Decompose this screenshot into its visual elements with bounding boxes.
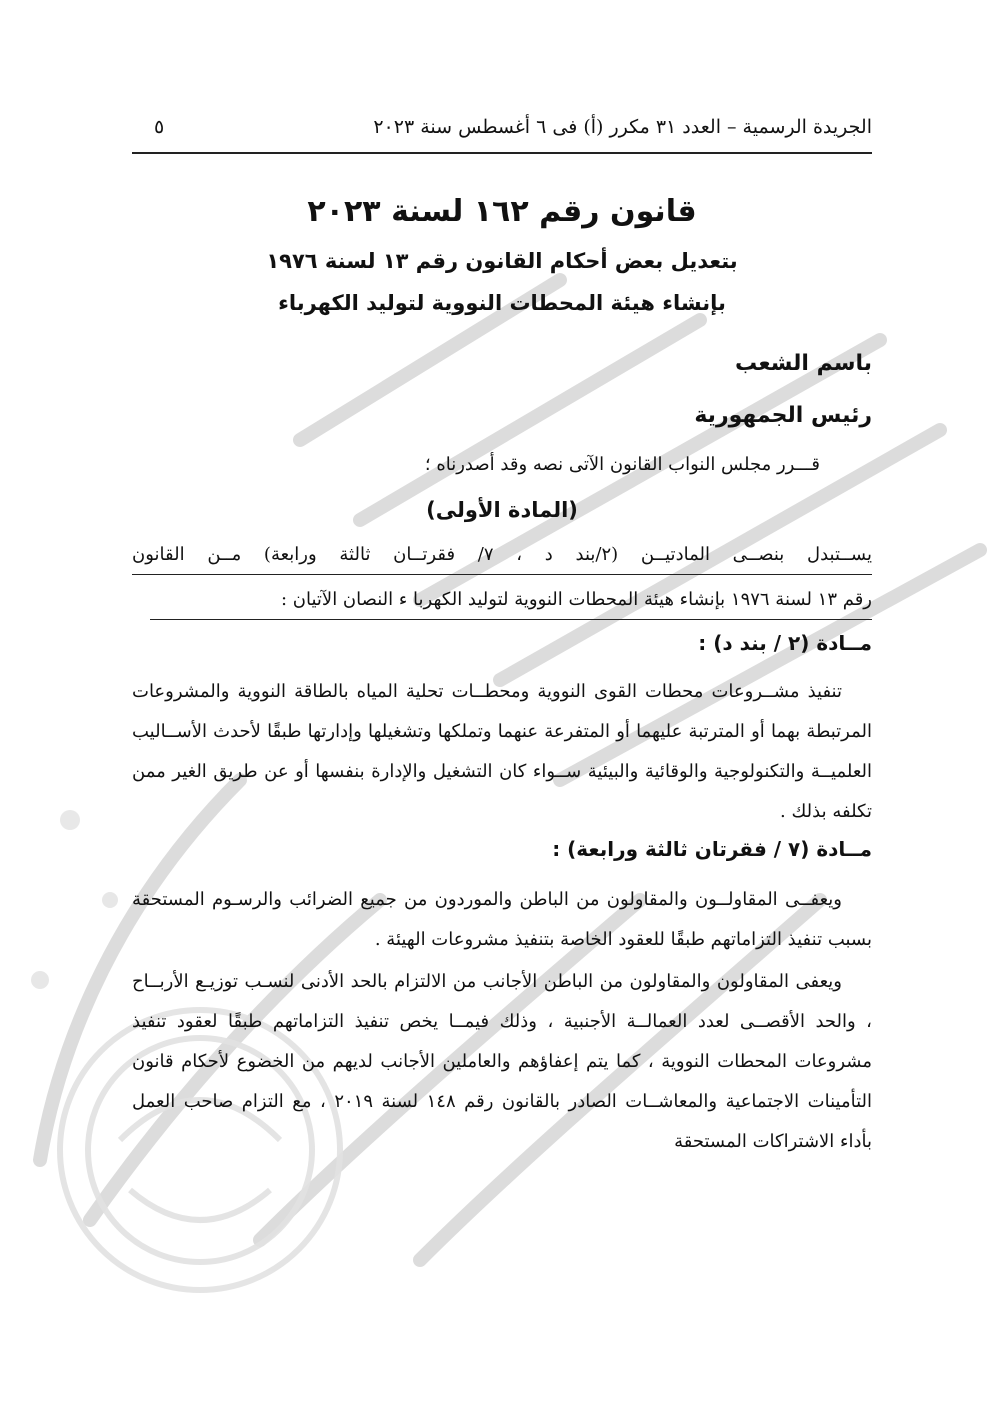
article-2d-heading: مــادة (٢ / بند د) :: [698, 631, 872, 655]
article-one-title: (المادة الأولى): [426, 498, 578, 522]
in-the-name-of-the-people: باسم الشعب: [735, 351, 872, 376]
article-7-paragraph-2: ويعفى المقاولون والمقاولون من الباطن الأجانب من الالتزام بالحد الأدنى لنسـب توزيـع الأربــاح ، والحد الأقصــى لعدد العمالــة الأجنبية ، وذلك فيمــا يخص تنفيذ التزاماتهم طبقًا لعقود تنفيذ مشروعات المحطات النووية ، كما يتم إعفاؤهم والعاملين الأجانب لديهم من الخضوع لأحكام قانون التأمينات الاجتماعية والمعاشــات الصادر بالقانون رقم ١٤٨ لسنة ٢٠١٩ ، مع التزام صاحب العمل بأداء الاشتراكات المستحقة: [132, 971, 872, 1152]
page-number: ٥: [154, 116, 165, 138]
president-heading: رئيس الجمهورية: [694, 403, 872, 428]
law-title: قانون رقم ١٦٢ لسنة ٢٠٢٣: [307, 194, 697, 229]
gazette-header: [132, 108, 872, 154]
article-2d-text: تنفيذ مشــروعات محطات القوى النووية ومحطــات تحلية المياه بالطاقة النووية والمشروعات المرتبطة بهما أو المترتبة عليهما أو المتفرعة عنهما وتملكها وتشغيلها وإدارتها طبقًا لأحدث الأســاليب العلميــة والتكنولوجية والوقائية والبيئية ســواء كان التشغيل والإدارة بنفسها أو عن طريق الغير ممن تكلفه بذلك .: [132, 681, 872, 822]
decree-line: قـــرر مجلس النواب القانون الآتى نصه وقد أصدرناه ؛: [424, 454, 820, 475]
law-subtitle-amendment: بتعديل بعض أحكام القانون رقم ١٣ لسنة ١٩٧٦: [266, 249, 738, 273]
law-subtitle-authority: بإنشاء هيئة المحطات النووية لتوليد الكهرباء: [278, 291, 726, 315]
replacement-clause-line-2: رقم ١٣ لسنة ١٩٧٦ بإنشاء هيئة المحطات النووية لتوليد الكهربا ء النصان الآتيان :: [150, 587, 872, 620]
article-7-paragraph-1: ويعفــى المقاولــون والمقاولون من الباطن والموردون من جميع الضرائب والرسـوم المستحقة بسبب تنفيذ التزاماتهم طبقًا للعقود الخاصة بتنفيذ مشروعات الهيئة .: [132, 889, 872, 950]
replacement-clause-line-1: يســتبدل بنصــى المادتيــن (٢/بند د ، ٧/ فقرتــان ثالثة ورابعة) مــن القانون: [132, 542, 872, 575]
document-page: [132, 108, 872, 1162]
article-7-heading: مــادة (٧ / فقرتان ثالثة ورابعة) :: [552, 837, 872, 861]
gazette-header-title: الجريدة الرسمية – العدد ٣١ مكرر (أ) فى ٦ أغسطس سنة ٢٠٢٣: [373, 116, 872, 138]
